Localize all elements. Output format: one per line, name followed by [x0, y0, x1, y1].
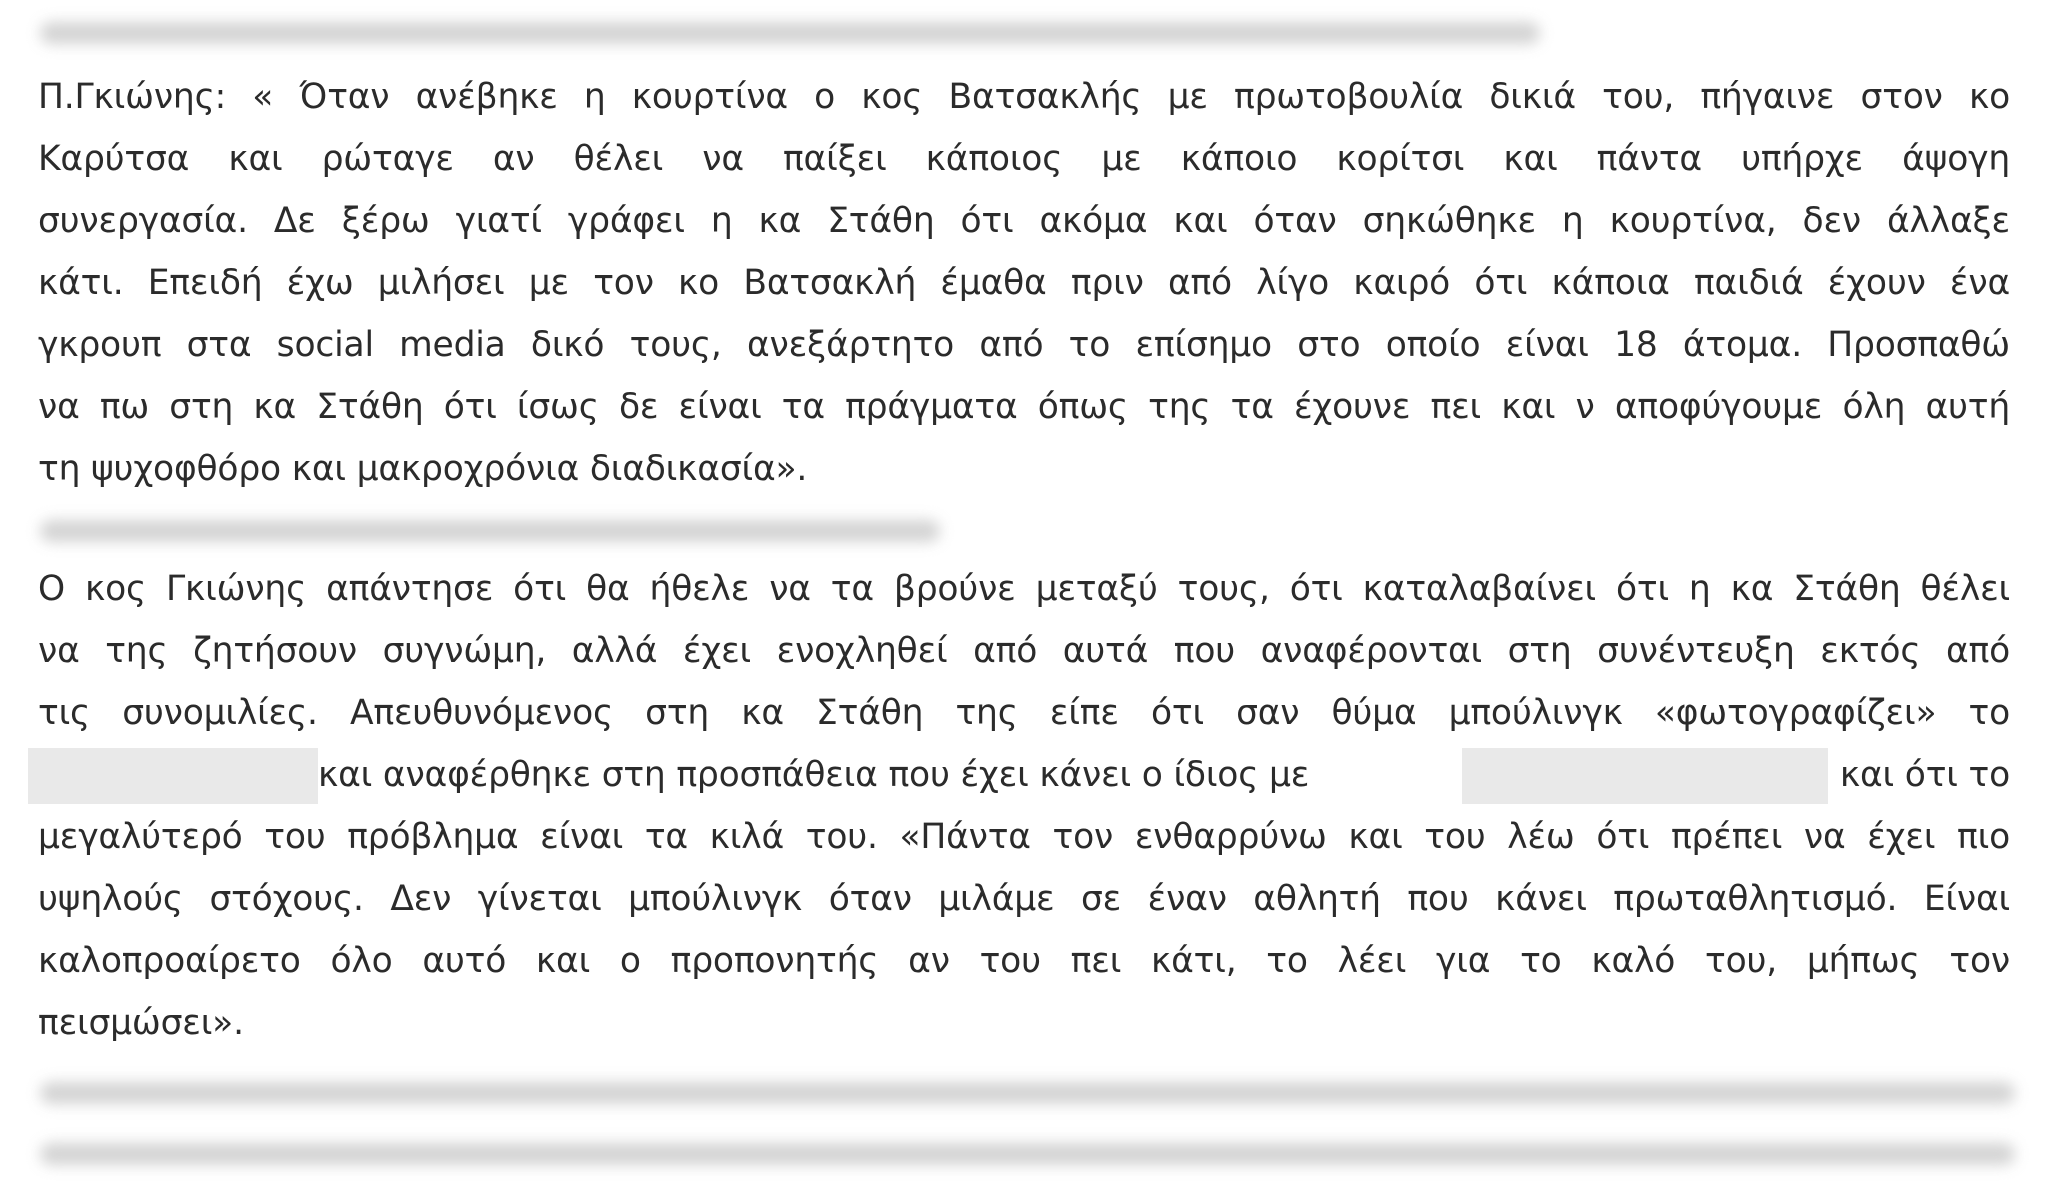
text-line: μεγαλύτερό του πρόβλημα είναι τα κιλά του. «Πάντα τον ενθαρρύνω και του λέω ότι πρέπει να έχει πιο: [38, 817, 2010, 857]
text-line: Ο κος Γκιώνης απάντησε ότι θα ήθελε να τα βρούνε μεταξύ τους, ότι καταλαβαίνει ότι η κα Στάθη θέλει: [38, 569, 2010, 609]
paragraph-giones-quote: [38, 66, 2010, 500]
blurred-text-line: [40, 1082, 2015, 1104]
text-line: καλοπροαίρετο όλο αυτό και ο προπονητής αν του πει κάτι, το λέει για το καλό του, μήπως τον: [38, 941, 2010, 981]
text-line: Καρύτσα και ρώταγε αν θέλει να παίξει κάποιος με κάποιο κορίτσι και πάντα υπήρχε άψογη: [38, 139, 2010, 179]
text-line: να πω στη κα Στάθη ότι ίσως δε είναι τα πράγματα όπως της τα έχουνε πει και ν αποφύγουμε όλη αυτή: [38, 387, 2010, 427]
text-line: συνεργασία. Δε ξέρω γιατί γράφει η κα Στάθη ότι ακόμα και όταν σηκώθηκε η κουρτίνα, δεν άλλαξε: [38, 201, 2010, 241]
text-line: κάτι. Επειδή έχω μιλήσει με τον κο Βατσακλή έμαθα πριν από λίγο καιρό ότι κάποια παιδιά έχουν ένα: [38, 263, 2010, 303]
text-line: γκρουπ στα social media δικό τους, ανεξάρτητο από το επίσημο στο οποίο είναι 18 άτομα. Προσπαθώ: [38, 325, 2010, 365]
redaction-box: [1462, 748, 1828, 804]
blurred-text-line: [40, 22, 1540, 44]
redaction-box: [28, 748, 318, 804]
text-line: τη ψυχοφθόρο και μακροχρόνια διαδικασία».: [38, 449, 808, 489]
text-fragment: και αναφέρθηκε στη προσπάθεια που έχει κάνει ο ίδιος με: [318, 755, 1310, 795]
paragraph-giones-response: [38, 558, 2010, 1054]
text-line: πεισμώσει».: [38, 1003, 244, 1043]
text-line: υψηλούς στόχους. Δεν γίνεται μπούλινγκ όταν μιλάμε σε έναν αθλητή που κάνει πρωταθλητισμό. Είναι: [38, 879, 2010, 919]
text-line: Π.Γκιώνης: « Όταν ανέβηκε η κουρτίνα ο κος Βατσακλής με πρωτοβουλία δικιά του, πήγαινε στον κο: [38, 77, 2010, 117]
text-line: να της ζητήσουν συγνώμη, αλλά έχει ενοχληθεί από αυτά που αναφέρονται στη συνέντευξη εκτός από: [38, 631, 2010, 671]
text-line: τις συνομιλίες. Απευθυνόμενος στη κα Στάθη της είπε ότι σαν θύμα μπούλινγκ «φωτογραφίζει» το: [38, 693, 2010, 733]
blurred-text-line: [40, 1143, 2015, 1165]
blurred-text-line: [40, 520, 940, 542]
text-fragment: και ότι το: [1839, 755, 2010, 795]
